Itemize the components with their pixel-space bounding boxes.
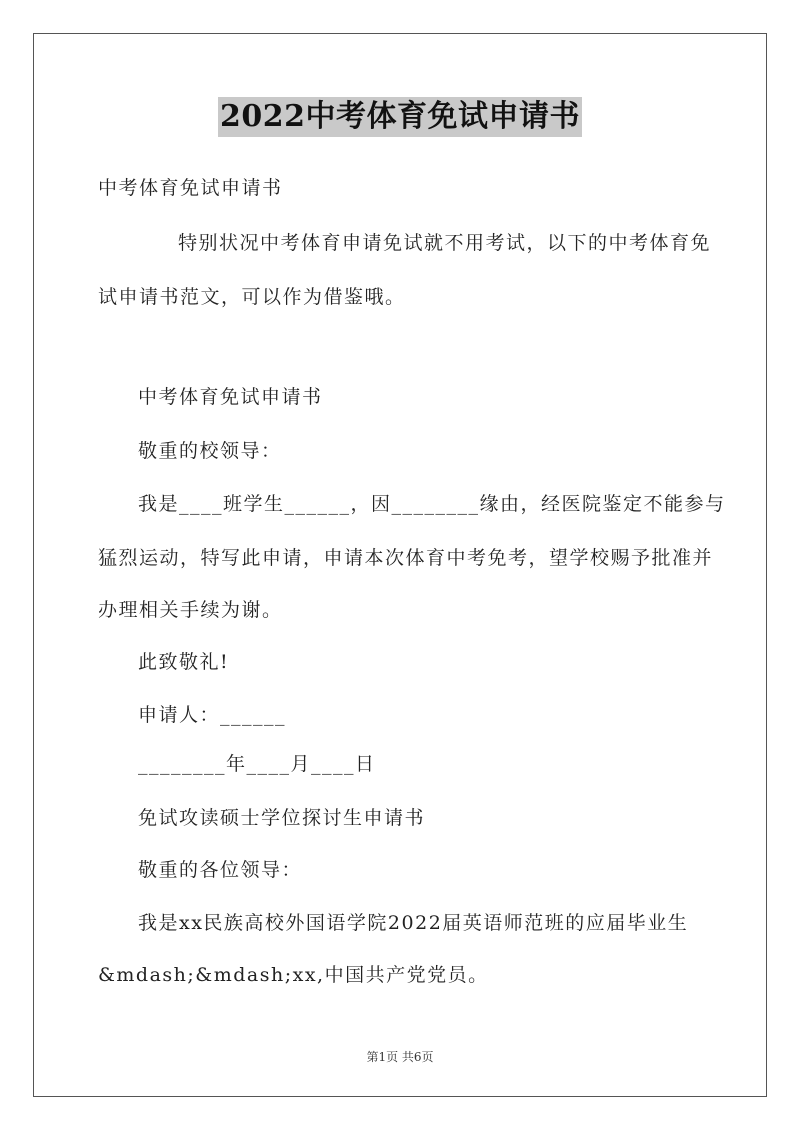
body-line: 我是____班学生______，因________缘由，经医院鉴定不能参与 <box>138 493 726 515</box>
body-line: 我是xx民族高校外国语学院2022届英语师范班的应届毕业生 <box>138 912 689 934</box>
document-title: 2022中考体育免试申请书 <box>218 97 582 137</box>
body-line: 猛烈运动，特写此申请，申请本次体育中考免考，望学校赐予批准并 <box>98 547 714 569</box>
section-heading: 免试攻读硕士学位探讨生申请书 <box>138 807 426 829</box>
body-line: 特别状况中考体育申请免试就不用考试，以下的中考体育免 <box>178 232 712 254</box>
page-footer: 第1页 共6页 <box>366 1050 434 1064</box>
section-heading: 中考体育免试申请书 <box>138 386 323 408</box>
subtitle-line: 中考体育免试申请书 <box>98 177 283 199</box>
title-container <box>0 97 800 137</box>
salutation: 敬重的校领导： <box>138 440 282 462</box>
salutation: 敬重的各位领导： <box>138 859 303 881</box>
closing-line: 此致敬礼! <box>138 651 230 673</box>
applicant-line: 申请人：______ <box>138 704 287 726</box>
date-line: ________年____月____日 <box>138 753 376 775</box>
body-line: 试申请书范文，可以作为借鉴哦。 <box>98 286 406 308</box>
body-line: 办理相关手续为谢。 <box>98 599 283 621</box>
body-line: &mdash;&mdash;xx,中国共产党党员。 <box>98 964 489 986</box>
